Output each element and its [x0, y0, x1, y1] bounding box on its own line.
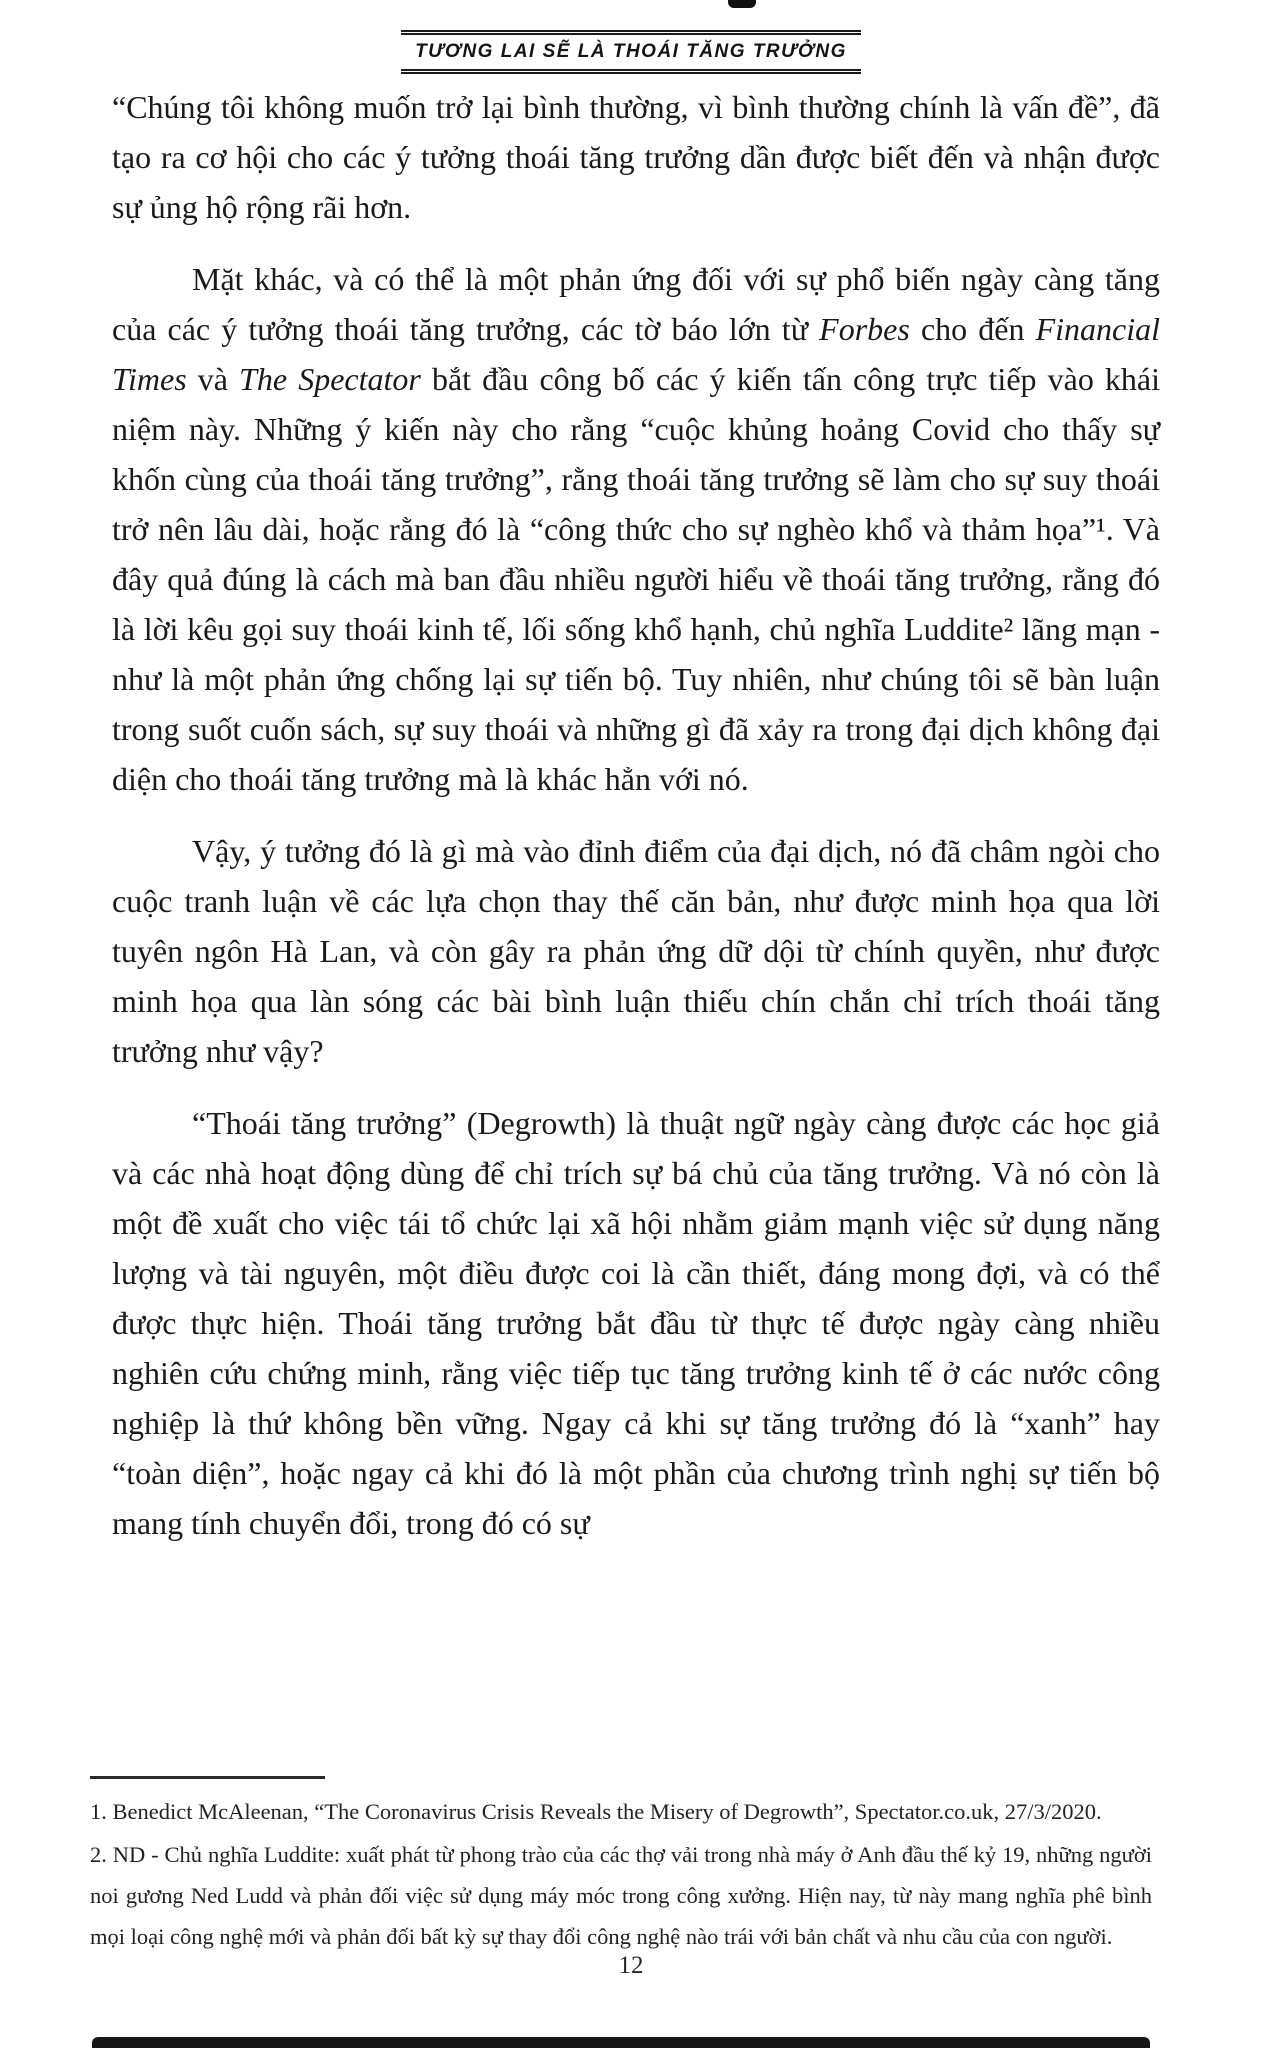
- paragraph: [112, 826, 1160, 1076]
- scan-artifact-bottom: [92, 2037, 1150, 2048]
- running-header-title: TƯƠNG LAI SẼ LÀ THOÁI TĂNG TRƯỞNG: [401, 30, 861, 74]
- text-run: “Thoái tăng trưởng” (Degrowth) là thuật ngữ ngày càng được các học giả và các nhà hoạt động dùng để chỉ trích sự bá chủ của tăng trưởng. Và nó còn là một đề xuất cho việc tái tổ chức lại xã hội nhằm giảm mạnh việc sử dụng năng lượng và tài nguyên, một điều được coi là cần thiết, đáng mong đợi, và có thể được thực hiện. Thoái tăng trưởng bắt đầu từ thực tế được ngày càng nhiều nghiên cứu chứng minh, rằng việc tiếp tục tăng trưởng kinh tế ở các nước công nghiệp là thứ không bền vững. Ngay cả khi sự tăng trưởng đó là “xanh” hay “toàn diện”, hoặc ngay cả khi đó là một phần của chương trình nghị sự tiến bộ mang tính chuyển đổi, trong đó có sự: [112, 1105, 1160, 1541]
- footnote: 2. ND - Chủ nghĩa Luddite: xuất phát từ phong trào của các thợ vải trong nhà máy ở Anh đầu thế kỷ 19, những người noi gương Ned Ludd và phản đối việc sử dụng máy móc trong công xưởng. Hiện nay, từ này mang nghĩa phê bình mọi loại công nghệ mới và phản đối bất kỳ sự thay đổi công nghệ nào trái với bản chất và nhu cầu của con người.: [90, 1842, 1152, 1949]
- paragraph: [112, 254, 1160, 804]
- footnote: 1. Benedict McAleenan, “The Coronavirus Crisis Reveals the Misery of Degrowth”, Spectator.co.uk, 27/3/2020.: [90, 1799, 1102, 1824]
- running-header: [0, 30, 1262, 74]
- paragraph: [112, 82, 1160, 232]
- text-run: “Chúng tôi không muốn trở lại bình thường, vì bình thường chính là vấn đề”, đã tạo ra cơ hội cho các ý tưởng thoái tăng trưởng dần được biết đến và nhận được sự ủng hộ rộng rãi hơn.: [112, 89, 1160, 225]
- text-run: cho đến: [909, 311, 1036, 347]
- page-number: 12: [618, 1952, 644, 1979]
- italic-text-run: Forbes: [819, 311, 910, 347]
- footnotes-section: [90, 1776, 1152, 1959]
- scan-artifact-top: [728, 0, 756, 8]
- text-run: Vậy, ý tưởng đó là gì mà vào đỉnh điểm của đại dịch, nó đã châm ngòi cho cuộc tranh luận về các lựa chọn thay thế căn bản, như được minh họa qua lời tuyên ngôn Hà Lan, và còn gây ra phản ứng dữ dội từ chính quyền, như được minh họa qua làn sóng các bài bình luận thiếu chín chắn chỉ trích thoái tăng trưởng như vậy?: [112, 833, 1160, 1069]
- text-run: Mặt khác, và có thể là một phản ứng đối với sự phổ biến ngày càng tăng của các ý tưởng thoái tăng trưởng, các tờ báo lớn từ: [112, 261, 1160, 347]
- text-run: bắt đầu công bố các ý kiến tấn công trực tiếp vào khái niệm này. Những ý kiến này cho rằng “cuộc khủng hoảng Covid cho thấy sự khốn cùng của thoái tăng trưởng”, rằng thoái tăng trưởng sẽ làm cho sự suy thoái trở nên lâu dài, hoặc rằng đó là “công thức cho sự nghèo khổ và thảm họa”¹. Và đây quả đúng là cách mà ban đầu nhiều người hiểu về thoái tăng trưởng, rằng đó là lời kêu gọi suy thoái kinh tế, lối sống khổ hạnh, chủ nghĩa Luddite² lãng mạn - như là một phản ứng chống lại sự tiến bộ. Tuy nhiên, như chúng tôi sẽ bàn luận trong suốt cuốn sách, sự suy thoái và những gì đã xảy ra trong đại dịch không đại diện cho thoái tăng trưởng mà là khác hẳn với nó.: [112, 361, 1161, 797]
- body-text: [112, 82, 1160, 1570]
- text-run: và: [186, 361, 240, 397]
- italic-text-run: The Spectator: [239, 361, 421, 397]
- italic-text-run: Financial Times: [112, 311, 1161, 397]
- footnote-separator-rule: [90, 1776, 325, 1779]
- paragraph: [112, 1098, 1160, 1548]
- footnote-list: [90, 1791, 1152, 1957]
